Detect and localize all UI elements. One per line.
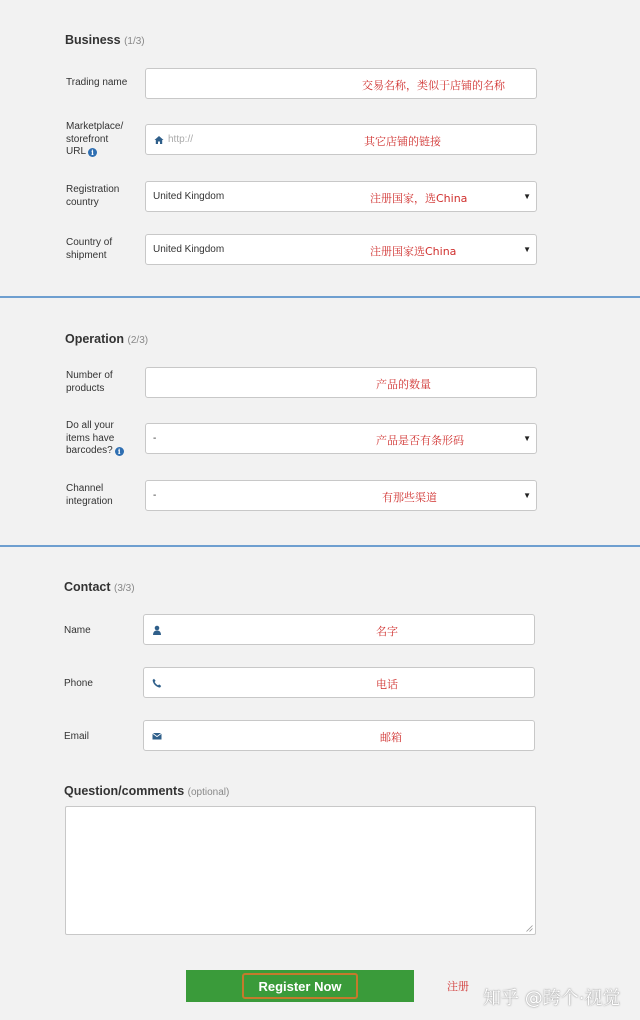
comments-label: [64, 784, 229, 798]
registration-country-note: 注册国家，选China: [370, 192, 468, 205]
chevron-down-icon: ▼: [523, 491, 531, 500]
business-section-title: [65, 33, 145, 47]
channel-select[interactable]: [145, 480, 537, 511]
register-now-button[interactable]: [186, 970, 414, 1002]
phone-input[interactable]: [143, 667, 535, 698]
registration-country-select[interactable]: [145, 181, 537, 212]
user-icon: [152, 625, 162, 635]
comments-optional: (optional): [187, 787, 230, 798]
chevron-down-icon: ▼: [523, 245, 531, 254]
barcodes-select[interactable]: [145, 423, 537, 454]
chevron-down-icon: ▼: [523, 434, 531, 443]
shipment-country-note: 注册国家选China: [370, 245, 457, 258]
channel-label: [66, 483, 113, 508]
barcodes-label-line2: items have: [66, 432, 115, 444]
barcodes-label-line1: Do all your: [66, 420, 114, 431]
section-divider: [0, 296, 640, 298]
info-icon[interactable]: i: [88, 148, 97, 157]
channel-label-line2: integration: [66, 495, 113, 507]
marketplace-label-line2: storefront: [66, 133, 109, 145]
watermark: 知乎 @跨个·视觉: [483, 988, 621, 1009]
shipment-country-label: [66, 237, 112, 262]
contact-section-title: [64, 580, 135, 594]
marketplace-label-line1: Marketplace/: [66, 121, 124, 132]
trading-name-label: Trading name: [66, 77, 128, 88]
email-note: 邮箱: [380, 731, 402, 744]
channel-label-line1: Channel: [66, 483, 104, 494]
section-divider: [0, 545, 640, 547]
shipment-country-value: United Kingdom: [153, 244, 225, 255]
registration-country-label: [66, 184, 119, 209]
phone-icon: [152, 678, 162, 688]
name-note: 名字: [376, 625, 398, 638]
register-now-label: Register Now: [242, 973, 357, 999]
email-label: Email: [64, 731, 90, 742]
business-title: Business: [65, 33, 121, 47]
operation-section-title: [65, 332, 148, 346]
register-note: 注册: [447, 980, 469, 993]
shipment-label-line1: Country of: [66, 237, 113, 248]
shipment-label-line2: shipment: [66, 249, 107, 261]
contact-title: Contact: [64, 580, 111, 594]
num-products-label-line1: Number of: [66, 370, 113, 381]
registration-label-line2: country: [66, 196, 99, 208]
marketplace-label-line3: URL: [66, 146, 87, 157]
marketplace-url-input[interactable]: [145, 124, 537, 155]
num-products-label: [66, 370, 113, 395]
business-step: (1/3): [124, 36, 145, 47]
barcodes-label-line3: barcodes?: [66, 445, 113, 456]
operation-title: Operation: [65, 332, 125, 346]
envelope-icon: [152, 731, 162, 741]
comments-textarea[interactable]: [65, 806, 536, 935]
registration-country-value: United Kingdom: [153, 191, 225, 202]
home-icon: [154, 135, 164, 145]
marketplace-url-placeholder: http://: [168, 134, 194, 145]
comments-title: Question/comments: [64, 784, 185, 798]
channel-note: 有那些渠道: [382, 491, 437, 504]
registration-label-line1: Registration: [66, 184, 120, 195]
contact-step: (3/3): [114, 583, 135, 594]
chevron-down-icon: ▼: [523, 192, 531, 201]
email-input[interactable]: [143, 720, 535, 751]
operation-step: (2/3): [127, 335, 149, 346]
num-products-note: 产品的数量: [376, 378, 431, 391]
name-input[interactable]: [143, 614, 535, 645]
trading-name-note: 交易名称，类似于店铺的名称: [362, 79, 505, 92]
resize-handle-icon[interactable]: [526, 925, 533, 932]
barcodes-value: -: [153, 433, 157, 444]
shipment-country-select[interactable]: [145, 234, 537, 265]
info-icon[interactable]: i: [115, 447, 124, 456]
marketplace-url-note: 其它店铺的链接: [364, 135, 441, 148]
phone-label: Phone: [64, 678, 93, 689]
channel-value: -: [153, 490, 157, 501]
phone-note: 电话: [376, 678, 398, 691]
trading-name-input[interactable]: [145, 68, 537, 99]
name-label: Name: [64, 625, 91, 636]
num-products-input[interactable]: [145, 367, 537, 398]
num-products-label-line2: products: [66, 382, 105, 394]
barcodes-label: [66, 420, 124, 458]
barcodes-note: 产品是否有条形码: [376, 434, 464, 447]
marketplace-url-label: [66, 121, 123, 159]
